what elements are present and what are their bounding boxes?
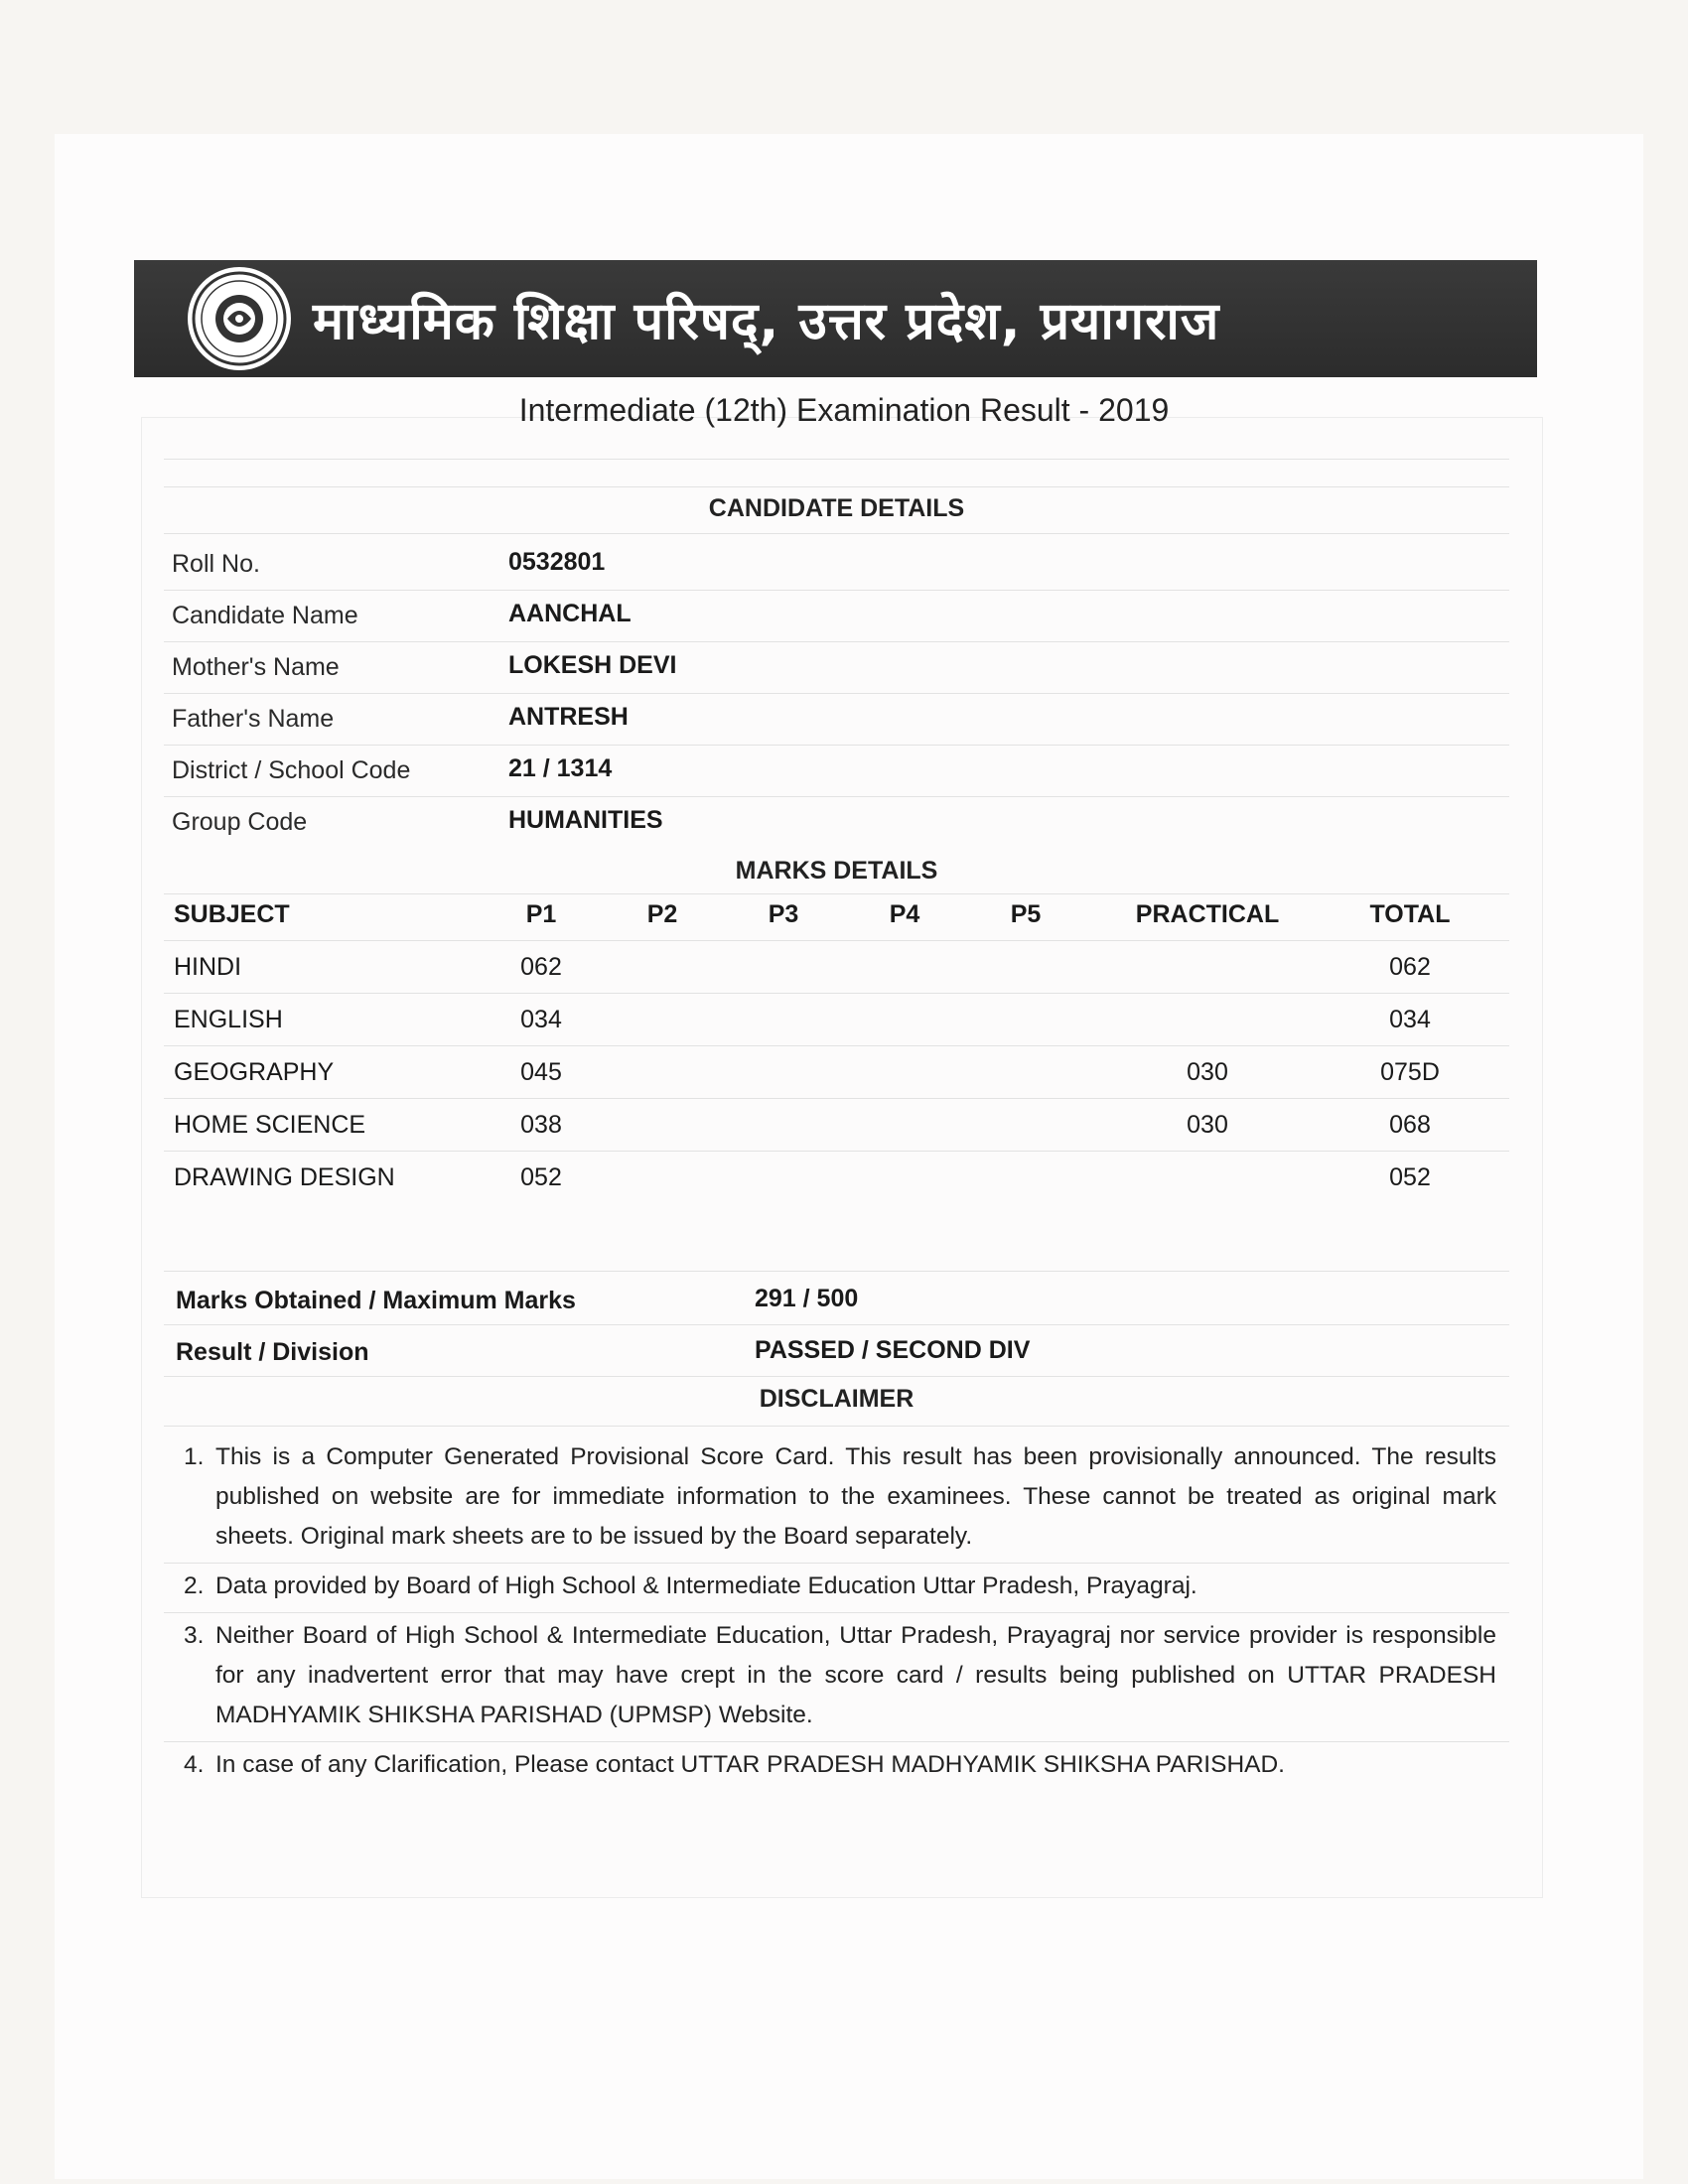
divider — [164, 1612, 1509, 1613]
disclaimer-text: In case of any Clarification, Please contact UTTAR PRADESH MADHYAMIK SHIKSHA PARISHAD. — [215, 1751, 1285, 1778]
detail-label: Group Code — [172, 808, 308, 836]
marks-cell: 030 — [1187, 1058, 1228, 1086]
marks-summary-row — [164, 1275, 1509, 1324]
board-banner — [134, 260, 1537, 377]
disclaimer-number: 1. — [184, 1443, 205, 1470]
subject-cell: HINDI — [174, 953, 242, 981]
divider — [164, 1324, 1509, 1325]
marks-details-heading: MARKS DETAILS — [735, 857, 938, 885]
divider — [164, 1426, 1509, 1427]
board-name: माध्यमिक शिक्षा परिषद्, उत्तर प्रदेश, प्रयागराज — [313, 291, 1220, 351]
detail-value: LOKESH DEVI — [508, 651, 677, 679]
marks-cell: 030 — [1187, 1111, 1228, 1139]
subject-cell: ENGLISH — [174, 1006, 283, 1033]
candidate-details-heading: CANDIDATE DETAILS — [708, 494, 965, 522]
marks-cell: 045 — [520, 1058, 562, 1086]
detail-value: HUMANITIES — [508, 806, 663, 834]
divider — [164, 486, 1509, 487]
candidate-detail-row — [164, 590, 1509, 641]
disclaimer-item — [164, 1745, 1509, 1789]
divider — [164, 459, 1509, 460]
divider — [164, 1563, 1509, 1564]
disclaimer-number: 2. — [184, 1572, 205, 1599]
marks-cell: 052 — [520, 1163, 562, 1191]
detail-value: 0532801 — [508, 548, 606, 576]
candidate-detail-row — [164, 745, 1509, 796]
marks-cell: 062 — [520, 953, 562, 981]
divider — [164, 533, 1509, 534]
subject-cell: HOME SCIENCE — [174, 1111, 366, 1139]
disclaimer-number: 4. — [184, 1751, 205, 1778]
column-header: P2 — [646, 900, 678, 928]
disclaimer-text: Neither Board of High School & Intermediate Education, Uttar Pradesh, Prayagraj nor service provider is responsible for any inadvertent error that may have crept in the score card / results being published on UTTAR PRADESH MADHYAMIK SHIKSHA PARISHAD (UPMSP) Website. — [215, 1622, 1496, 1728]
disclaimer-heading: DISCLAIMER — [759, 1385, 914, 1413]
detail-value: AANCHAL — [508, 600, 632, 627]
column-header: P4 — [889, 900, 920, 928]
column-header: TOTAL — [1369, 900, 1451, 928]
marks-cell: 075D — [1380, 1058, 1440, 1086]
detail-label: Candidate Name — [172, 602, 358, 629]
marks-row — [164, 1046, 1509, 1098]
exam-title: Intermediate (12th) Examination Result - 2019 — [518, 392, 1170, 428]
disclaimer-item — [164, 1437, 1509, 1561]
detail-label: Mother's Name — [172, 653, 340, 681]
column-header: P5 — [1010, 900, 1042, 928]
marks-row — [164, 994, 1509, 1045]
marks-obtained-label: Marks Obtained / Maximum Marks — [176, 1287, 576, 1314]
subject-cell: GEOGRAPHY — [174, 1058, 335, 1086]
board-seal-icon — [188, 267, 291, 370]
marks-cell: 068 — [1389, 1111, 1431, 1139]
result-value: PASSED / SECOND DIV — [755, 1336, 1031, 1364]
candidate-detail-row — [164, 796, 1509, 848]
marks-row — [164, 1152, 1509, 1203]
marks-cell: 034 — [1389, 1006, 1431, 1033]
disclaimer-text: Data provided by Board of High School & Intermediate Education Uttar Pradesh, Prayagraj. — [215, 1572, 1197, 1599]
column-header: PRACTICAL — [1135, 900, 1280, 928]
marks-cell: 052 — [1389, 1163, 1431, 1191]
marks-cell: 062 — [1389, 953, 1431, 981]
column-header: SUBJECT — [174, 900, 290, 928]
result-summary-row — [164, 1326, 1509, 1376]
marks-row — [164, 941, 1509, 993]
column-header: P3 — [768, 900, 799, 928]
marks-cell: 038 — [520, 1111, 562, 1139]
result-label: Result / Division — [176, 1338, 369, 1366]
marks-row — [164, 1099, 1509, 1151]
disclaimer-item — [164, 1567, 1509, 1610]
divider — [164, 1741, 1509, 1742]
detail-value: 21 / 1314 — [508, 754, 613, 782]
disclaimer-number: 3. — [184, 1622, 205, 1649]
disclaimer-item — [164, 1616, 1509, 1739]
disclaimer-text: This is a Computer Generated Provisional Score Card. This result has been provisionally announced. The results published on website are for immediate information to the examinees. These cannot be treated as original mark sheets. Original mark sheets are to be issued by the Board separately. — [215, 1443, 1496, 1550]
detail-label: Roll No. — [172, 550, 260, 578]
divider — [164, 1271, 1509, 1272]
marks-header-row — [164, 888, 1509, 940]
column-header: P1 — [525, 900, 557, 928]
marks-cell: 034 — [520, 1006, 562, 1033]
subject-cell: DRAWING DESIGN — [174, 1163, 395, 1191]
detail-label: District / School Code — [172, 756, 411, 784]
candidate-detail-row — [164, 538, 1509, 590]
marks-obtained-value: 291 / 500 — [755, 1285, 859, 1312]
candidate-detail-row — [164, 693, 1509, 745]
detail-label: Father's Name — [172, 705, 335, 733]
candidate-detail-row — [164, 641, 1509, 693]
marks-table — [164, 888, 1509, 1203]
divider — [164, 1376, 1509, 1377]
detail-value: ANTRESH — [508, 703, 629, 731]
